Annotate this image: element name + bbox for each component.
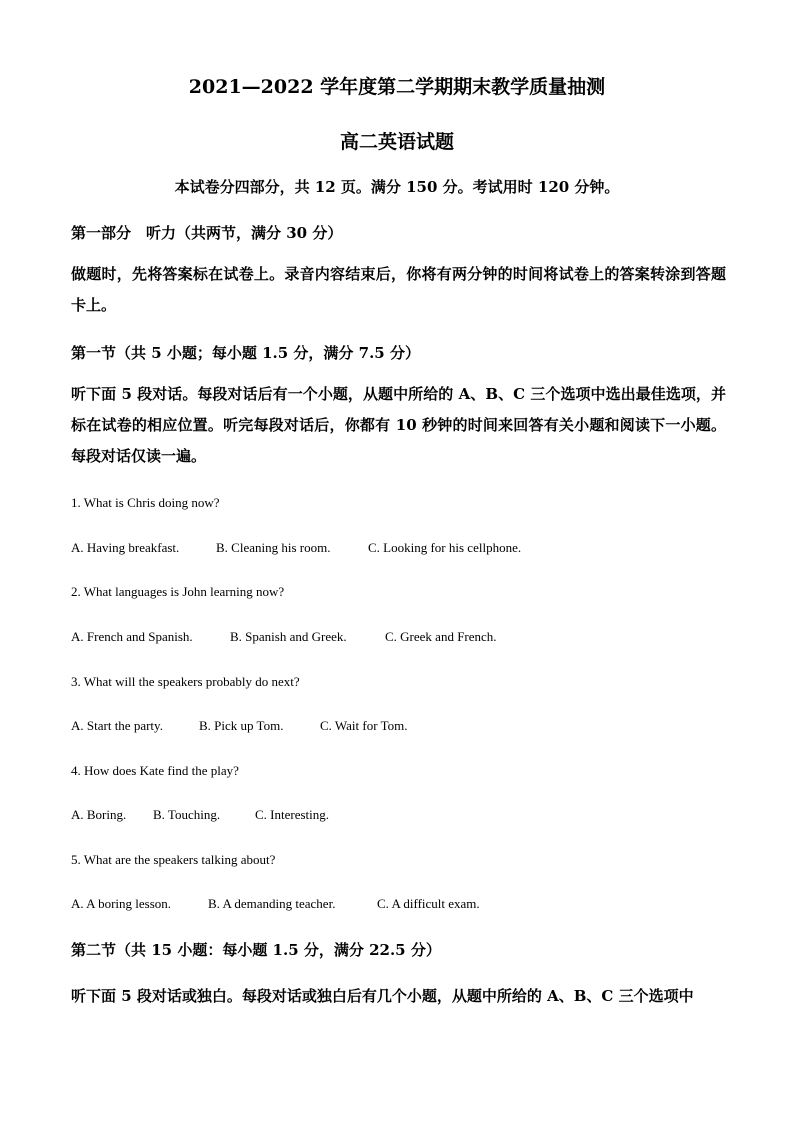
option-c: C. Wait for Tom. [320,718,408,733]
part1-instruction: 做题时，先将答案标在试卷上。录音内容结束后，你将有两分钟的时间将试卷上的答案转涂到答题卡上。 [71,265,726,314]
question-2: 2. What languages is John learning now? [71,584,285,599]
option-b: B. A demanding teacher. [208,896,336,911]
exam-subtitle: 高二英语试题 [339,131,454,153]
section2-heading: 第二节（共 15 小题：每小题 1.5 分，满分 22.5 分） [71,941,441,959]
option-c: C. Greek and French. [385,629,497,644]
section1-instruction: 听下面 5 段对话。每段对话后有一个小题，从题中所给的 A、B、C 三个选项中选出最佳选项，并标在试卷的相应位置。听完每段对话后，你都有 10 秒钟的时间来回答有关小题和阅读下一小题。每段对话仅读一遍。 [71,385,726,465]
option-c: C. A difficult exam. [377,896,480,911]
option-a: A. French and Spanish. [71,629,193,644]
option-a: A. Boring. [71,807,127,822]
part1-heading: 第一部分 听力（共两节，满分 30 分） [71,224,343,242]
option-b: B. Cleaning his room. [216,540,331,555]
question-4: 4. How does Kate find the play? [71,763,239,778]
question-3: 3. What will the speakers probably do next? [71,674,300,689]
exam-info: 本试卷分四部分，共 12 页。满分 150 分。考试用时 120 分钟。 [174,178,620,196]
question-5: 5. What are the speakers talking about? [71,852,276,867]
section1-heading: 第一节（共 5 小题；每小题 1.5 分，满分 7.5 分） [71,344,420,362]
option-c: C. Looking for his cellphone. [368,540,522,555]
option-c: C. Interesting. [255,807,330,822]
question-1: 1. What is Chris doing now? [71,495,220,510]
option-a: A. Having breakfast. [71,540,180,555]
exam-title: 2021—2022 学年度第二学期期末教学质量抽测 [188,76,606,98]
option-b: B. Pick up Tom. [199,718,284,733]
option-a: A. A boring lesson. [71,896,172,911]
section2-instruction: 听下面 5 段对话或独白。每段对话或独白后有几个小题，从题中所给的 A、B、C 三个选项中 [71,987,694,1005]
option-b: B. Touching. [153,807,221,822]
option-b: B. Spanish and Greek. [230,629,347,644]
option-a: A. Start the party. [71,718,163,733]
